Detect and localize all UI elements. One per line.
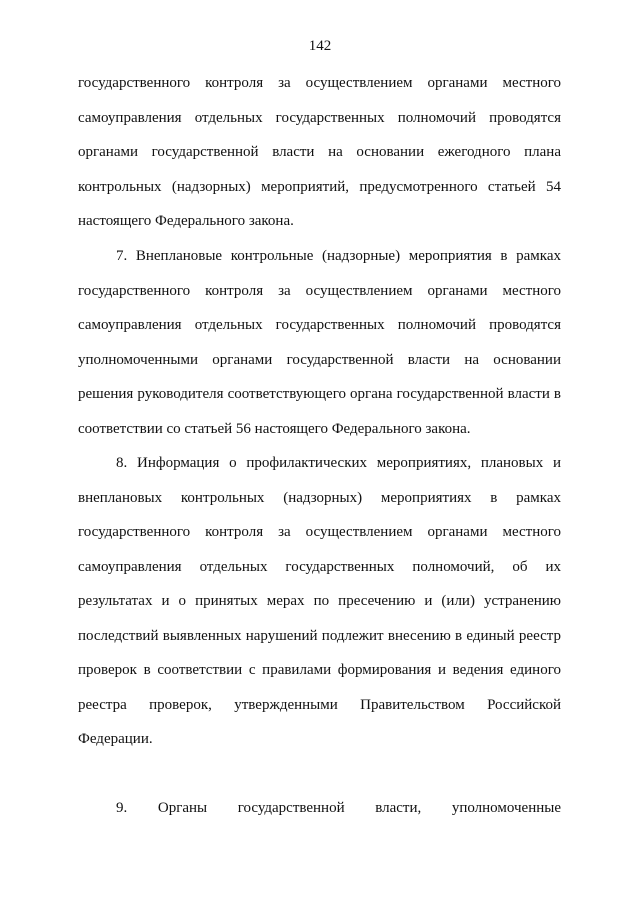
text-line: государственного контроля за осуществлением органами местного bbox=[78, 75, 561, 91]
text-line: внеплановых контрольных (надзорных) мероприятиях в рамках bbox=[78, 489, 561, 506]
text-line: контрольных (надзорных) мероприятий, предусмотренного статьей 54 bbox=[78, 178, 561, 195]
text-line: государственного контроля за осуществлением органами местного bbox=[78, 282, 561, 299]
paragraph-continued bbox=[78, 73, 561, 246]
text-line: органами государственной власти на основании ежегодного плана bbox=[78, 144, 561, 160]
text-line: соответствии со статьей 56 настоящего Федерального закона. bbox=[78, 420, 471, 437]
text-line: 7. Внеплановые контрольные (надзорные) мероприятия в рамках bbox=[116, 248, 561, 264]
paragraph-9 bbox=[78, 798, 561, 833]
text-line: государственного контроля за осуществлением органами местного bbox=[78, 524, 561, 540]
text-line: самоуправления отдельных государственных полномочий проводятся bbox=[78, 109, 561, 126]
text-line: последствий выявленных нарушений подлежит внесению в единый реестр bbox=[78, 627, 561, 644]
text-line: настоящего Федерального закона. bbox=[78, 213, 294, 229]
text-line: самоуправления отдельных государственных полномочий проводятся bbox=[78, 317, 561, 333]
text-line: решения руководителя соответствующего органа государственной власти в bbox=[78, 386, 561, 402]
paragraph-7 bbox=[78, 246, 561, 453]
text-line: уполномоченными органами государственной власти на основании bbox=[78, 351, 561, 368]
text-line: 8. Информация о профилактических мероприятиях, плановых и bbox=[116, 455, 561, 471]
text-line: результатах и о принятых мерах по пресечению и (или) устранению bbox=[78, 593, 561, 609]
text-line: Федерации. bbox=[78, 731, 153, 747]
text-line: проверок в соответствии с правилами формирования и ведения единого bbox=[78, 662, 561, 678]
text-line: самоуправления отдельных государственных полномочий, об их bbox=[78, 558, 561, 575]
text-line: 9. Органы государственной власти, уполномоченные bbox=[116, 800, 561, 816]
text-line: реестра проверок, утвержденными Правительством Российской bbox=[78, 696, 561, 713]
page-number: 142 bbox=[308, 38, 332, 54]
paragraph-8 bbox=[78, 453, 561, 764]
